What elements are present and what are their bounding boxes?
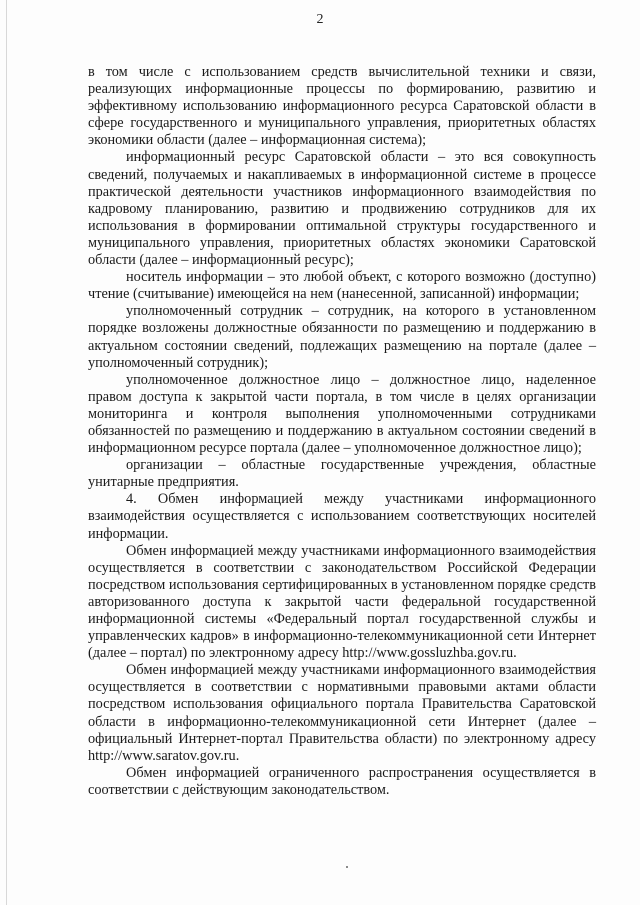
paragraph-authorized-official: уполномоченное должностное лицо – должностное лицо, наделенное правом доступа к закрытой части портала, в том числе в целях организации мониторинга и контроля выполнения уполномоченными сотрудниками обязанностей по размещению и поддержанию в актуальном состоянии сведений в информационном ресурсе портала (далее – уполномоченное должностное лицо); <box>88 371 596 457</box>
page-number: 2 <box>316 12 324 27</box>
document-body <box>88 64 596 799</box>
paragraph-federal-portal-exchange: Обмен информацией между участниками информационного взаимодействия осуществляется в соответствии с законодательством Российской Федерации посредством использования сертифицированных в установленном порядке средств авторизованного доступа к закрытой части федеральной государственной информационной системы «Федеральный портал государственной службы и управленческих кадров» в информационно-телекоммуникационной сети Интернет (далее – портал) по электронному адресу http://www.gossluzhba.gov.ru. <box>88 542 596 662</box>
paragraph-information-resource: информационный ресурс Саратовской области – это вся совокупность сведений, получаемых и накапливаемых в информационной системе в процессе практической деятельности участников информационного взаимодействия по кадровому планированию, развитию и продвижению сотрудников для их использования в формировании оптимальной структуры государственного и муниципального управления, приоритетных областях экономики Саратовской области (далее – информационный ресурс); <box>88 149 596 269</box>
paragraph-authorized-employee: уполномоченный сотрудник – сотрудник, на которого в установленном порядке возложены должностные обязанности по размещению и поддержанию в актуальном состоянии сведений, подлежащих размещению на портале (далее – уполномоченный сотрудник); <box>88 303 596 371</box>
paragraph-organizations: организации – областные государственные учреждения, областные унитарные предприятия. <box>88 457 596 491</box>
paragraph-restricted-exchange: Обмен информацией ограниченного распространения осуществляется в соответствии с действующим законодательством. <box>88 764 596 798</box>
paragraph-1-continuation: в том числе с использованием средств вычислительной техники и связи, реализующих информационные процессы по формированию, развитию и эффективному использованию информационного ресурса Саратовской области в сфере государственного и муниципального управления, приоритетных областях экономики области (далее – информационная система); <box>88 64 596 149</box>
paragraph-regional-portal-exchange: Обмен информацией между участниками информационного взаимодействия осуществляется в соответствии с нормативными правовыми актами области посредством использования официального портала Правительства Саратовской области в информационно-телекоммуникационной сети Интернет (далее – официальный Интернет-портал Правительства области) по электронному адресу http://www.saratov.gov.ru. <box>88 662 596 764</box>
scan-edge-line <box>6 0 7 905</box>
paragraph-item-4: 4. Обмен информацией между участниками информационного взаимодействия осуществляется с использованием соответствующих носителей информации. <box>88 491 596 542</box>
paragraph-information-carrier: носитель информации – это любой объект, с которого возможно (доступно) чтение (считывание) имеющейся на нем (нанесенной, записанной) информации; <box>88 269 596 303</box>
scan-speck <box>346 866 348 868</box>
